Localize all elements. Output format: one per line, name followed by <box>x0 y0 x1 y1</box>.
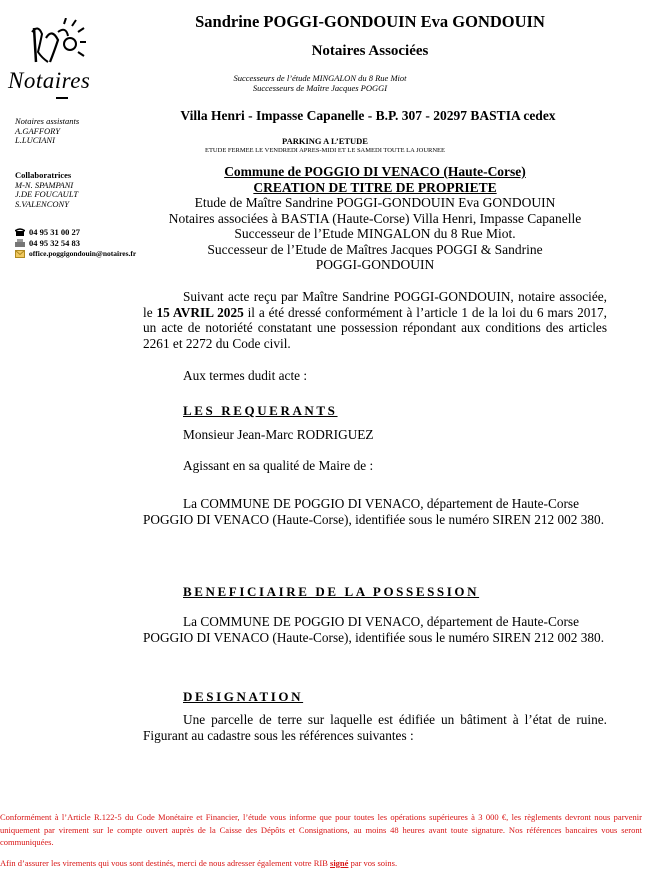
intro-paragraph <box>143 289 607 351</box>
rib-notice <box>0 857 642 870</box>
beneficiaire-heading: BENEFICIAIRE DE LA POSSESSION <box>183 584 480 599</box>
successor-lines <box>160 73 480 93</box>
closure-notice: ETUDE FERMEE LE VENDREDI APRES-MIDI ET LE SAMEDI TOUTE LA JOURNEE <box>204 147 445 154</box>
qualite-line: Agissant en sa qualité de Maire de : <box>183 458 374 473</box>
requerant-name: Monsieur Jean-Marc RODRIGUEZ <box>183 427 374 442</box>
phone-icon <box>15 228 25 236</box>
commune-paragraph-2: La COMMUNE DE POGGIO DI VENACO, département de Haute-Corse POGGIO DI VENACO (Haute-Corse), identifiée sous le numéro SIREN 212 002 380. <box>143 614 605 645</box>
collaborator-name: M-N. SPAMPANI <box>15 179 74 190</box>
fax-number: 04 95 32 54 83 <box>29 238 80 248</box>
intro-text: Suivant acte reçu par Maître Sandrine POGGI-GONDOUIN, notaire associée, le <box>143 289 607 320</box>
office-address: Villa Henri - Impasse Capanelle - B.P. 307 - 20297 BASTIA cedex <box>180 108 556 123</box>
study-line: Etude de Maître Sandrine POGGI-GONDOUIN Eva GONDOUIN <box>194 195 556 210</box>
assistant-name: A.GAFFORY <box>15 125 60 136</box>
designation-heading: DESIGNATION <box>183 689 304 704</box>
designation-paragraph: Une parcelle de terre sur laquelle est édifiée un bâtiment à l’état de ruine. Figurant au cadastre sous les références suivantes : <box>143 712 607 743</box>
envelope-icon <box>15 250 25 258</box>
successor-line-1: Successeurs de l’étude MINGALON du 8 Rue Miot <box>233 73 407 83</box>
act-title-block <box>140 164 610 273</box>
collaborator-name: J.DE FOUCAULT <box>15 189 79 199</box>
collaborators-title: Collaboratrices <box>15 170 72 180</box>
associates-title: Notaires Associées <box>311 43 429 59</box>
phone-contact <box>15 227 80 237</box>
email-contact <box>15 249 136 258</box>
fax-contact <box>15 238 80 248</box>
parking-notice <box>160 137 490 155</box>
email-address: office.poggigondouin@notaires.fr <box>29 249 137 258</box>
assistants-block <box>15 117 79 146</box>
logo-underline <box>56 97 68 99</box>
logo-wordmark: Notaires <box>8 68 91 93</box>
assistant-name: L.LUCIANI <box>15 135 55 145</box>
successor-line-2: Successeurs de Maître Jacques POGGI <box>252 83 388 93</box>
collaborators-block <box>15 171 78 209</box>
requerants-heading: LES REQUERANTS <box>183 403 338 418</box>
notaires-logo-icon <box>28 18 86 66</box>
aux-termes: Aux termes dudit acte : <box>183 368 308 383</box>
rib-signe: signé <box>330 858 349 868</box>
parking-label: PARKING A L’ETUDE <box>282 136 368 146</box>
collaborator-name: S.VALENCONY <box>15 198 69 209</box>
rib-text: par vos soins. <box>348 858 398 868</box>
rib-text: Afin d’assurer les virements qui vous sont destinés, merci de nous adresser également votre RIB <box>0 858 331 868</box>
study-line: Successeur de l’Etude de Maîtres Jacques POGGI & Sandrine POGGI-GONDOUIN <box>207 241 543 272</box>
intro-text: il a été dressé conformément à l’article 1 de la loi du 6 mars 2017, un acte de notoriété constatant une possession répondant aux conditions des articles 2261 et 2272 du Code civil. <box>143 304 607 351</box>
fax-icon <box>15 239 25 247</box>
assistants-title: Notaires assistants <box>15 116 80 126</box>
notary-names: Sandrine POGGI-GONDOUIN Eva GONDOUIN <box>195 12 545 31</box>
creation-heading: CREATION DE TITRE DE PROPRIETE <box>253 179 497 195</box>
study-line: Successeur de l’Etude MINGALON du 8 Rue Miot. <box>234 226 516 241</box>
commune-paragraph-1: La COMMUNE DE POGGIO DI VENACO, département de Haute-Corse POGGIO DI VENACO (Haute-Corse), identifiée sous le numéro SIREN 212 002 380. <box>143 496 605 527</box>
commune-heading: Commune de POGGIO DI VENACO (Haute-Corse) <box>224 164 526 179</box>
study-line: Notaires associées à BASTIA (Haute-Corse) Villa Henri, Impasse Capanelle <box>168 210 582 226</box>
phone-number: 04 95 31 00 27 <box>29 227 80 237</box>
payment-notice: Conformément à l’Article R.122-5 du Code Monétaire et Financier, l’étude vous informe que pour toutes les opérations supérieures à 3 000 €, les règlements devront nous parvenir uniquement par virement sur le compte ouvert auprès de la Caisse des Dépôts et Consignations, au moins 48 heures avant toute signature. Nos références bancaires vous seront communiquées. <box>0 812 642 847</box>
act-date: 15 AVRIL 2025 <box>156 304 244 320</box>
